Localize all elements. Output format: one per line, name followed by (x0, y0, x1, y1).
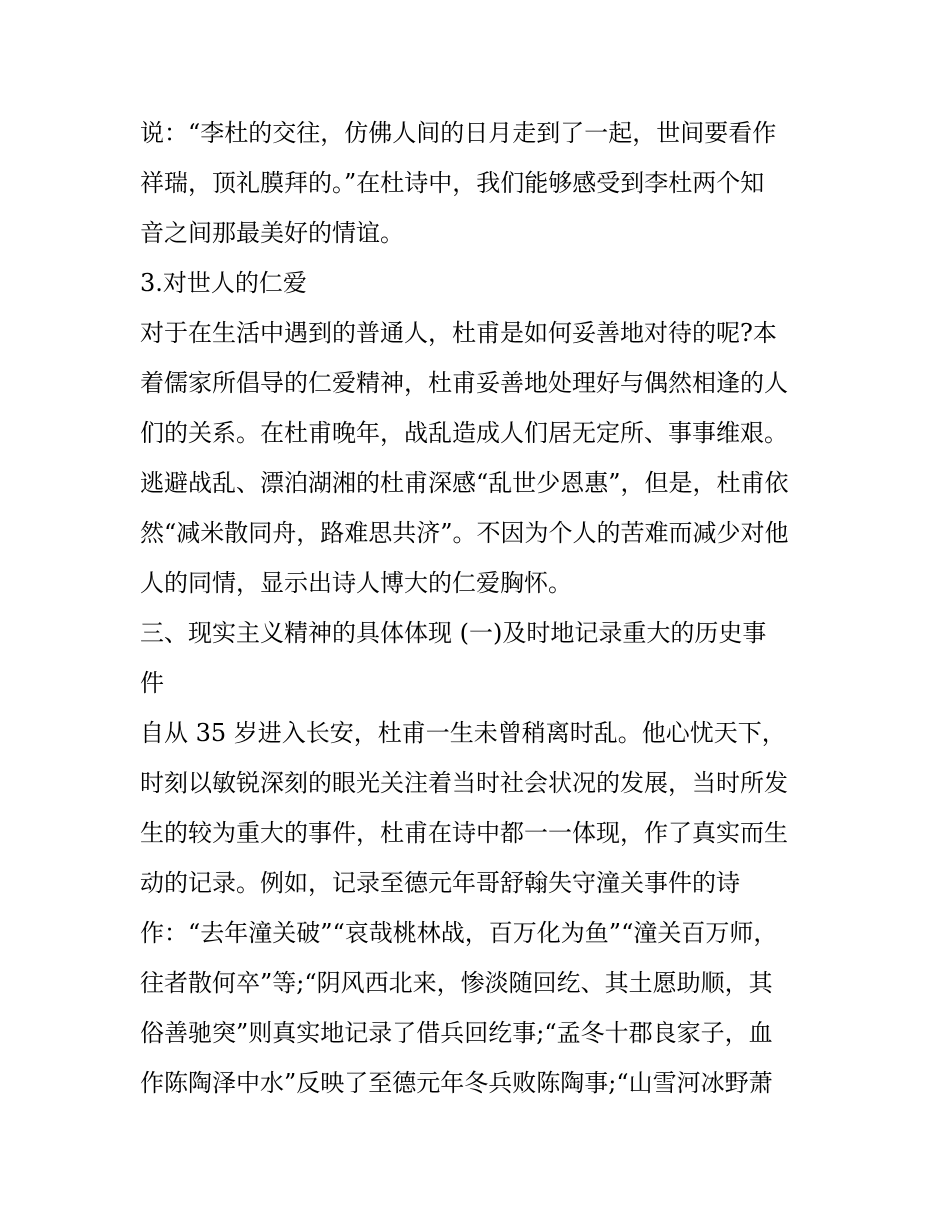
text-line: 作陈陶泽中水”反映了至德元年冬兵败陈陶事;“山雪河冰野萧 (140, 1069, 773, 1097)
text-line: 生的较为重大的事件，杜甫在诗中都一一体现，作了真实而生 (140, 819, 788, 847)
text-line: 俗善驰突”则真实地记录了借兵回纥事;“孟冬十郡良家子，血 (140, 1019, 773, 1047)
text-line: 人的同情，显示出诗人博大的仁爱胸怀。 (140, 569, 572, 597)
text-line: 们的关系。在杜甫晚年，战乱造成人们居无定所、事事维艰。 (140, 419, 788, 447)
document-body (140, 108, 820, 1108)
text-line: 作：“去年潼关破”“哀哉桃林战，百万化为鱼”“潼关百万师， (140, 919, 778, 947)
text-line: 对于在生活中遇到的普通人，杜甫是如何妥善地对待的呢?本 (140, 319, 777, 347)
section-heading: 3.对世人的仁爱 (140, 269, 307, 297)
section-heading: 三、现实主义精神的具体体现 (一)及时地记录重大的历史事 (140, 619, 767, 647)
text-line: 动的记录。例如，记录至德元年哥舒翰失守潼关事件的诗 (140, 869, 740, 897)
text-line: 自从 35 岁进入长安，杜甫一生未曾稍离时乱。他心忧天下， (140, 719, 786, 747)
text-line: 然“减米散同舟，路难思共济”。不因为个人的苦难而减少对他 (140, 519, 789, 547)
section-heading-continued: 件 (140, 669, 164, 697)
text-line: 着儒家所倡导的仁爱精神，杜甫妥善地处理好与偶然相逢的人 (140, 369, 788, 397)
text-line: 时刻以敏锐深刻的眼光关注着当时社会状况的发展，当时所发 (140, 769, 788, 797)
text-line: 祥瑞，顶礼膜拜的。”在杜诗中，我们能够感受到李杜两个知 (140, 169, 765, 197)
text-line: 往者散何卒”等;“阴风西北来，惨淡随回纥、其土愿助顺，其 (140, 969, 773, 997)
text-line: 说：“李杜的交往，仿佛人间的日月走到了一起，世间要看作 (140, 119, 777, 147)
text-line: 逃避战乱、漂泊湖湘的杜甫深感“乱世少恩惠”，但是，杜甫依 (140, 469, 789, 497)
text-line: 音之间那最美好的情谊。 (140, 219, 404, 247)
